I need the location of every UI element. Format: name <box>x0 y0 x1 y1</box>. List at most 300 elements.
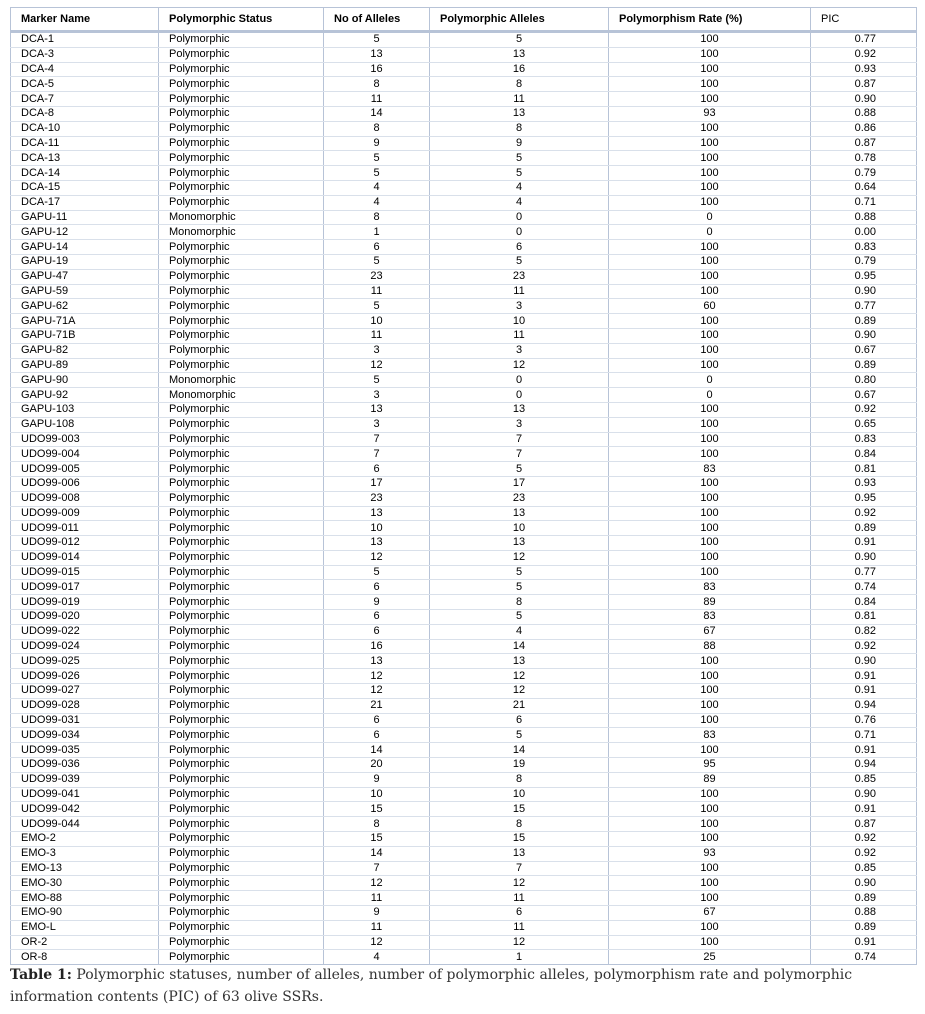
marker-name-cell: UDO99-036 <box>11 758 159 773</box>
table-row <box>11 136 917 151</box>
table-row <box>11 920 917 935</box>
polymorphic-alleles-cell: 8 <box>430 817 609 832</box>
status-cell: Polymorphic <box>159 92 324 107</box>
status-cell: Polymorphic <box>159 314 324 329</box>
marker-name-cell: UDO99-006 <box>11 476 159 491</box>
marker-name-cell: OR-2 <box>11 935 159 950</box>
pic-cell: 0.79 <box>811 166 917 181</box>
status-cell: Polymorphic <box>159 343 324 358</box>
pic-cell: 0.85 <box>811 861 917 876</box>
status-cell: Polymorphic <box>159 610 324 625</box>
alleles-cell: 5 <box>324 373 430 388</box>
status-cell: Polymorphic <box>159 402 324 417</box>
alleles-cell: 12 <box>324 669 430 684</box>
alleles-cell: 15 <box>324 832 430 847</box>
rate-cell: 100 <box>609 328 811 343</box>
polymorphic-alleles-cell: 17 <box>430 476 609 491</box>
rate-cell: 100 <box>609 550 811 565</box>
caption-label: Table 1: <box>10 967 72 983</box>
table-row <box>11 743 917 758</box>
status-cell: Polymorphic <box>159 906 324 921</box>
status-cell: Polymorphic <box>159 417 324 432</box>
alleles-cell: 11 <box>324 328 430 343</box>
marker-name-cell: UDO99-024 <box>11 639 159 654</box>
alleles-cell: 10 <box>324 787 430 802</box>
marker-name-cell: GAPU-12 <box>11 225 159 240</box>
rate-cell: 100 <box>609 920 811 935</box>
polymorphic-alleles-cell: 15 <box>430 832 609 847</box>
rate-cell: 100 <box>609 684 811 699</box>
rate-cell: 100 <box>609 254 811 269</box>
status-cell: Polymorphic <box>159 240 324 255</box>
alleles-cell: 5 <box>324 32 430 48</box>
polymorphic-alleles-cell: 4 <box>430 624 609 639</box>
rate-cell: 100 <box>609 891 811 906</box>
status-cell: Polymorphic <box>159 328 324 343</box>
marker-name-cell: UDO99-004 <box>11 447 159 462</box>
rate-cell: 100 <box>609 476 811 491</box>
table-row <box>11 269 917 284</box>
ssr-table <box>10 7 917 965</box>
marker-name-cell: GAPU-47 <box>11 269 159 284</box>
polymorphic-alleles-cell: 6 <box>430 240 609 255</box>
table-row <box>11 817 917 832</box>
table-row <box>11 565 917 580</box>
status-cell: Polymorphic <box>159 743 324 758</box>
status-cell: Polymorphic <box>159 47 324 62</box>
table-row <box>11 358 917 373</box>
rate-cell: 60 <box>609 299 811 314</box>
rate-cell: 67 <box>609 906 811 921</box>
table-row <box>11 77 917 92</box>
table-row <box>11 328 917 343</box>
table-row <box>11 906 917 921</box>
table-row <box>11 476 917 491</box>
alleles-cell: 9 <box>324 595 430 610</box>
rate-cell: 100 <box>609 151 811 166</box>
polymorphic-alleles-cell: 11 <box>430 920 609 935</box>
marker-name-cell: GAPU-90 <box>11 373 159 388</box>
polymorphic-alleles-cell: 14 <box>430 639 609 654</box>
marker-name-cell: DCA-17 <box>11 195 159 210</box>
status-cell: Polymorphic <box>159 876 324 891</box>
pic-cell: 0.91 <box>811 802 917 817</box>
polymorphic-alleles-cell: 3 <box>430 417 609 432</box>
pic-cell: 0.89 <box>811 920 917 935</box>
rate-cell: 100 <box>609 654 811 669</box>
pic-cell: 0.90 <box>811 328 917 343</box>
status-cell: Polymorphic <box>159 506 324 521</box>
alleles-cell: 12 <box>324 550 430 565</box>
polymorphic-alleles-cell: 13 <box>430 106 609 121</box>
pic-cell: 0.92 <box>811 639 917 654</box>
table-row <box>11 832 917 847</box>
polymorphic-alleles-cell: 0 <box>430 225 609 240</box>
alleles-cell: 6 <box>324 610 430 625</box>
alleles-cell: 6 <box>324 580 430 595</box>
marker-name-cell: DCA-4 <box>11 62 159 77</box>
polymorphic-alleles-cell: 7 <box>430 861 609 876</box>
pic-cell: 0.90 <box>811 92 917 107</box>
alleles-cell: 10 <box>324 521 430 536</box>
status-cell: Monomorphic <box>159 210 324 225</box>
rate-cell: 100 <box>609 832 811 847</box>
table-row <box>11 151 917 166</box>
status-cell: Polymorphic <box>159 832 324 847</box>
polymorphic-alleles-cell: 0 <box>430 373 609 388</box>
polymorphic-alleles-cell: 13 <box>430 402 609 417</box>
status-cell: Polymorphic <box>159 684 324 699</box>
table-row <box>11 47 917 62</box>
pic-cell: 0.95 <box>811 269 917 284</box>
header-marker-name: Marker Name <box>11 8 159 32</box>
marker-name-cell: UDO99-026 <box>11 669 159 684</box>
rate-cell: 100 <box>609 180 811 195</box>
polymorphic-alleles-cell: 15 <box>430 802 609 817</box>
pic-cell: 0.91 <box>811 669 917 684</box>
alleles-cell: 5 <box>324 565 430 580</box>
alleles-cell: 1 <box>324 225 430 240</box>
marker-name-cell: DCA-11 <box>11 136 159 151</box>
marker-name-cell: GAPU-19 <box>11 254 159 269</box>
alleles-cell: 16 <box>324 62 430 77</box>
table-row <box>11 240 917 255</box>
polymorphic-alleles-cell: 13 <box>430 536 609 551</box>
pic-cell: 0.88 <box>811 210 917 225</box>
pic-cell: 0.83 <box>811 432 917 447</box>
status-cell: Monomorphic <box>159 225 324 240</box>
marker-name-cell: UDO99-031 <box>11 713 159 728</box>
caption-text: Polymorphic statuses, number of alleles, number of polymorphic alleles, polymorphism rate and polymorphic information contents (PIC) of 63 olive SSRs. <box>10 967 853 1005</box>
pic-cell: 0.90 <box>811 284 917 299</box>
polymorphic-alleles-cell: 10 <box>430 521 609 536</box>
marker-name-cell: DCA-15 <box>11 180 159 195</box>
marker-name-cell: GAPU-92 <box>11 388 159 403</box>
pic-cell: 0.77 <box>811 299 917 314</box>
rate-cell: 100 <box>609 62 811 77</box>
table-row <box>11 491 917 506</box>
polymorphic-alleles-cell: 21 <box>430 698 609 713</box>
pic-cell: 0.76 <box>811 713 917 728</box>
table-row <box>11 698 917 713</box>
pic-cell: 0.90 <box>811 876 917 891</box>
alleles-cell: 20 <box>324 758 430 773</box>
alleles-cell: 12 <box>324 358 430 373</box>
marker-name-cell: UDO99-022 <box>11 624 159 639</box>
table-row <box>11 195 917 210</box>
rate-cell: 100 <box>609 195 811 210</box>
table-caption <box>10 964 915 1008</box>
pic-cell: 0.79 <box>811 254 917 269</box>
polymorphic-alleles-cell: 5 <box>430 610 609 625</box>
rate-cell: 100 <box>609 861 811 876</box>
pic-cell: 0.80 <box>811 373 917 388</box>
rate-cell: 100 <box>609 77 811 92</box>
status-cell: Polymorphic <box>159 935 324 950</box>
alleles-cell: 9 <box>324 772 430 787</box>
alleles-cell: 7 <box>324 861 430 876</box>
rate-cell: 83 <box>609 610 811 625</box>
rate-cell: 100 <box>609 817 811 832</box>
table-row <box>11 62 917 77</box>
polymorphic-alleles-cell: 14 <box>430 743 609 758</box>
polymorphic-alleles-cell: 12 <box>430 358 609 373</box>
status-cell: Polymorphic <box>159 284 324 299</box>
alleles-cell: 9 <box>324 136 430 151</box>
rate-cell: 0 <box>609 225 811 240</box>
pic-cell: 0.00 <box>811 225 917 240</box>
rate-cell: 100 <box>609 417 811 432</box>
polymorphic-alleles-cell: 1 <box>430 950 609 965</box>
status-cell: Polymorphic <box>159 861 324 876</box>
alleles-cell: 3 <box>324 343 430 358</box>
table-row <box>11 388 917 403</box>
pic-cell: 0.81 <box>811 462 917 477</box>
table-row <box>11 728 917 743</box>
polymorphic-alleles-cell: 13 <box>430 654 609 669</box>
status-cell: Polymorphic <box>159 669 324 684</box>
marker-name-cell: DCA-3 <box>11 47 159 62</box>
polymorphic-alleles-cell: 8 <box>430 121 609 136</box>
pic-cell: 0.89 <box>811 314 917 329</box>
polymorphic-alleles-cell: 5 <box>430 254 609 269</box>
table-row <box>11 417 917 432</box>
polymorphic-alleles-cell: 23 <box>430 269 609 284</box>
status-cell: Polymorphic <box>159 166 324 181</box>
alleles-cell: 13 <box>324 654 430 669</box>
header-no-of-alleles: No of Alleles <box>324 8 430 32</box>
pic-cell: 0.67 <box>811 388 917 403</box>
polymorphic-alleles-cell: 11 <box>430 891 609 906</box>
rate-cell: 100 <box>609 136 811 151</box>
status-cell: Polymorphic <box>159 728 324 743</box>
alleles-cell: 11 <box>324 920 430 935</box>
status-cell: Polymorphic <box>159 151 324 166</box>
marker-name-cell: GAPU-89 <box>11 358 159 373</box>
rate-cell: 100 <box>609 536 811 551</box>
alleles-cell: 12 <box>324 684 430 699</box>
status-cell: Polymorphic <box>159 447 324 462</box>
header-polymorphism-rate: Polymorphism Rate (%) <box>609 8 811 32</box>
marker-name-cell: UDO99-028 <box>11 698 159 713</box>
table-row <box>11 462 917 477</box>
alleles-cell: 11 <box>324 284 430 299</box>
polymorphic-alleles-cell: 11 <box>430 328 609 343</box>
pic-cell: 0.74 <box>811 950 917 965</box>
pic-cell: 0.88 <box>811 906 917 921</box>
pic-cell: 0.92 <box>811 846 917 861</box>
marker-name-cell: EMO-2 <box>11 832 159 847</box>
polymorphic-alleles-cell: 8 <box>430 77 609 92</box>
alleles-cell: 13 <box>324 47 430 62</box>
marker-name-cell: DCA-1 <box>11 32 159 48</box>
pic-cell: 0.89 <box>811 521 917 536</box>
status-cell: Polymorphic <box>159 77 324 92</box>
status-cell: Polymorphic <box>159 358 324 373</box>
marker-name-cell: DCA-5 <box>11 77 159 92</box>
polymorphic-alleles-cell: 5 <box>430 166 609 181</box>
polymorphic-alleles-cell: 6 <box>430 906 609 921</box>
polymorphic-alleles-cell: 4 <box>430 180 609 195</box>
table-row <box>11 639 917 654</box>
pic-cell: 0.91 <box>811 536 917 551</box>
rate-cell: 100 <box>609 432 811 447</box>
pic-cell: 0.84 <box>811 595 917 610</box>
status-cell: Polymorphic <box>159 595 324 610</box>
table-row <box>11 935 917 950</box>
status-cell: Polymorphic <box>159 32 324 48</box>
alleles-cell: 8 <box>324 121 430 136</box>
status-cell: Polymorphic <box>159 299 324 314</box>
rate-cell: 83 <box>609 728 811 743</box>
marker-name-cell: EMO-L <box>11 920 159 935</box>
status-cell: Polymorphic <box>159 772 324 787</box>
marker-name-cell: DCA-8 <box>11 106 159 121</box>
marker-name-cell: UDO99-042 <box>11 802 159 817</box>
status-cell: Polymorphic <box>159 550 324 565</box>
table-row <box>11 32 917 48</box>
rate-cell: 100 <box>609 343 811 358</box>
table-row <box>11 536 917 551</box>
marker-name-cell: DCA-7 <box>11 92 159 107</box>
alleles-cell: 11 <box>324 891 430 906</box>
rate-cell: 100 <box>609 447 811 462</box>
marker-name-cell: EMO-90 <box>11 906 159 921</box>
rate-cell: 100 <box>609 32 811 48</box>
marker-name-cell: UDO99-035 <box>11 743 159 758</box>
alleles-cell: 11 <box>324 92 430 107</box>
marker-name-cell: UDO99-041 <box>11 787 159 802</box>
alleles-cell: 7 <box>324 447 430 462</box>
marker-name-cell: GAPU-103 <box>11 402 159 417</box>
pic-cell: 0.65 <box>811 417 917 432</box>
marker-name-cell: DCA-14 <box>11 166 159 181</box>
table-row <box>11 210 917 225</box>
header-polymorphic-alleles: Polymorphic Alleles <box>430 8 609 32</box>
header-polymorphic-status: Polymorphic Status <box>159 8 324 32</box>
table-row <box>11 254 917 269</box>
table-row <box>11 92 917 107</box>
status-cell: Polymorphic <box>159 580 324 595</box>
marker-name-cell: GAPU-11 <box>11 210 159 225</box>
status-cell: Polymorphic <box>159 269 324 284</box>
table-row <box>11 432 917 447</box>
marker-name-cell: UDO99-017 <box>11 580 159 595</box>
alleles-cell: 4 <box>324 195 430 210</box>
rate-cell: 100 <box>609 166 811 181</box>
status-cell: Polymorphic <box>159 432 324 447</box>
table-row <box>11 299 917 314</box>
marker-name-cell: GAPU-108 <box>11 417 159 432</box>
rate-cell: 95 <box>609 758 811 773</box>
alleles-cell: 13 <box>324 506 430 521</box>
table-row <box>11 950 917 965</box>
polymorphic-alleles-cell: 5 <box>430 462 609 477</box>
pic-cell: 0.71 <box>811 195 917 210</box>
alleles-cell: 16 <box>324 639 430 654</box>
alleles-cell: 23 <box>324 491 430 506</box>
marker-name-cell: UDO99-009 <box>11 506 159 521</box>
rate-cell: 100 <box>609 121 811 136</box>
rate-cell: 100 <box>609 669 811 684</box>
polymorphic-alleles-cell: 13 <box>430 506 609 521</box>
status-cell: Polymorphic <box>159 136 324 151</box>
table-row <box>11 595 917 610</box>
rate-cell: 100 <box>609 935 811 950</box>
pic-cell: 0.90 <box>811 787 917 802</box>
marker-name-cell: UDO99-012 <box>11 536 159 551</box>
rate-cell: 93 <box>609 106 811 121</box>
marker-name-cell: UDO99-008 <box>11 491 159 506</box>
table-row <box>11 506 917 521</box>
alleles-cell: 5 <box>324 151 430 166</box>
table-row <box>11 861 917 876</box>
status-cell: Polymorphic <box>159 802 324 817</box>
rate-cell: 0 <box>609 210 811 225</box>
table-row <box>11 121 917 136</box>
marker-name-cell: UDO99-019 <box>11 595 159 610</box>
marker-name-cell: EMO-88 <box>11 891 159 906</box>
status-cell: Monomorphic <box>159 373 324 388</box>
table-row <box>11 521 917 536</box>
status-cell: Polymorphic <box>159 787 324 802</box>
rate-cell: 100 <box>609 314 811 329</box>
polymorphic-alleles-cell: 23 <box>430 491 609 506</box>
status-cell: Polymorphic <box>159 654 324 669</box>
marker-name-cell: GAPU-71B <box>11 328 159 343</box>
alleles-cell: 8 <box>324 817 430 832</box>
pic-cell: 0.91 <box>811 935 917 950</box>
table-row <box>11 550 917 565</box>
marker-name-cell: GAPU-14 <box>11 240 159 255</box>
pic-cell: 0.87 <box>811 136 917 151</box>
status-cell: Polymorphic <box>159 62 324 77</box>
marker-name-cell: GAPU-82 <box>11 343 159 358</box>
alleles-cell: 12 <box>324 935 430 950</box>
status-cell: Polymorphic <box>159 476 324 491</box>
polymorphic-alleles-cell: 5 <box>430 580 609 595</box>
rate-cell: 89 <box>609 595 811 610</box>
alleles-cell: 6 <box>324 713 430 728</box>
alleles-cell: 14 <box>324 846 430 861</box>
pic-cell: 0.86 <box>811 121 917 136</box>
polymorphic-alleles-cell: 0 <box>430 210 609 225</box>
status-cell: Polymorphic <box>159 121 324 136</box>
rate-cell: 100 <box>609 787 811 802</box>
pic-cell: 0.77 <box>811 565 917 580</box>
polymorphic-alleles-cell: 10 <box>430 314 609 329</box>
pic-cell: 0.90 <box>811 550 917 565</box>
table-row <box>11 624 917 639</box>
table-row <box>11 373 917 388</box>
rate-cell: 100 <box>609 491 811 506</box>
table-row <box>11 669 917 684</box>
polymorphic-alleles-cell: 7 <box>430 447 609 462</box>
polymorphic-alleles-cell: 6 <box>430 713 609 728</box>
polymorphic-alleles-cell: 3 <box>430 343 609 358</box>
marker-name-cell: UDO99-005 <box>11 462 159 477</box>
rate-cell: 100 <box>609 240 811 255</box>
status-cell: Polymorphic <box>159 521 324 536</box>
table-row <box>11 610 917 625</box>
pic-cell: 0.82 <box>811 624 917 639</box>
alleles-cell: 10 <box>324 314 430 329</box>
status-cell: Polymorphic <box>159 624 324 639</box>
table-row <box>11 447 917 462</box>
pic-cell: 0.90 <box>811 654 917 669</box>
pic-cell: 0.77 <box>811 32 917 48</box>
table-row <box>11 876 917 891</box>
